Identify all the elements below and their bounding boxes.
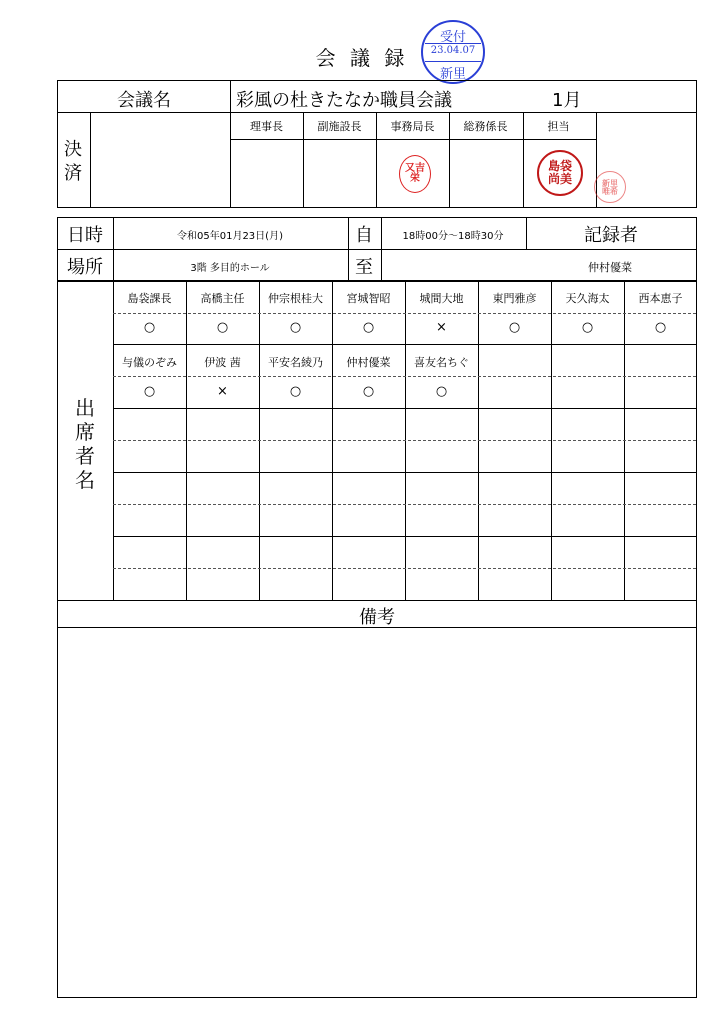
attendance-mark: ○	[581, 320, 594, 335]
attendee-name: 天久海太	[565, 292, 610, 305]
attendance-mark: ○	[216, 320, 229, 335]
attendance-mark: ○	[289, 320, 302, 335]
attendee-name: 宮城智昭	[346, 292, 391, 305]
attendee-name: 喜友名ちぐ	[414, 356, 469, 369]
remarks-area[interactable]	[57, 627, 697, 998]
attendee-name: 仲村優菜	[346, 356, 391, 369]
attendance-mark: ○	[143, 384, 156, 399]
received-stamp	[421, 20, 485, 84]
attendee-name: 伊波 茜	[204, 356, 241, 369]
attendance-label: 出席者名	[75, 396, 95, 492]
from-label: 自	[355, 225, 373, 246]
attendee-name: 城間大地	[419, 292, 464, 305]
attendance-mark: ○	[362, 320, 375, 335]
approval-role-secretary-general: 事務局長	[390, 120, 435, 133]
attendance-mark: ×	[436, 320, 447, 335]
meeting-name-label: 会議名	[117, 90, 171, 111]
approval-role-general-affairs-chief: 総務係長	[463, 120, 508, 133]
meeting-time: 18時00分〜18時30分	[402, 231, 504, 242]
stamp-date-text: 23.04.07	[430, 45, 476, 56]
attendance-mark: ×	[217, 384, 228, 399]
seal-jimukyokucho: 又吉 栄	[399, 155, 431, 193]
place-label: 場所	[67, 257, 103, 278]
recorder-name: 仲村優菜	[588, 261, 632, 274]
attendance-mark: ○	[289, 384, 302, 399]
meeting-name: 彩風の杜きたなか職員会議	[236, 90, 452, 111]
approval-role-vice-director: 副施設長	[317, 120, 362, 133]
attendee-name: 島袋課長	[127, 292, 172, 305]
datetime-label: 日時	[67, 225, 103, 246]
attendance-mark: ○	[654, 320, 667, 335]
attendance-mark: ○	[143, 320, 156, 335]
to-label: 至	[355, 257, 373, 278]
approval-role-person-in-charge: 担当	[547, 120, 570, 133]
meeting-date: 令和05年01月23日(月)	[177, 231, 283, 242]
seal-extra: 新里 唯希	[594, 171, 626, 203]
stamp-top-text: 受付	[439, 30, 466, 45]
attendee-name: 仲宗根桂大	[268, 292, 323, 305]
attendance-mark: ○	[362, 384, 375, 399]
attendee-name: 東門雅彦	[492, 292, 537, 305]
attendance-mark: ○	[435, 384, 448, 399]
remarks-label: 備考	[359, 607, 395, 628]
attendance-mark: ○	[508, 320, 521, 335]
stamp-bottom-text: 新里	[439, 67, 466, 82]
meeting-place: 3階 多目的ホール	[190, 263, 270, 274]
recorder-label: 記録者	[584, 225, 638, 246]
attendee-name: 高橋主任	[200, 292, 245, 305]
meeting-month: 1月	[552, 90, 582, 111]
attendee-name: 与儀のぞみ	[122, 356, 177, 369]
approval-role-chairman: 理事長	[250, 120, 283, 133]
attendee-name: 西本恵子	[638, 292, 683, 305]
seal-tanto: 島袋 尚美	[537, 150, 583, 196]
page-title: 会 議 録	[315, 46, 409, 70]
attendee-name: 平安名綾乃	[268, 356, 323, 369]
approval-label: 決済	[64, 139, 82, 184]
